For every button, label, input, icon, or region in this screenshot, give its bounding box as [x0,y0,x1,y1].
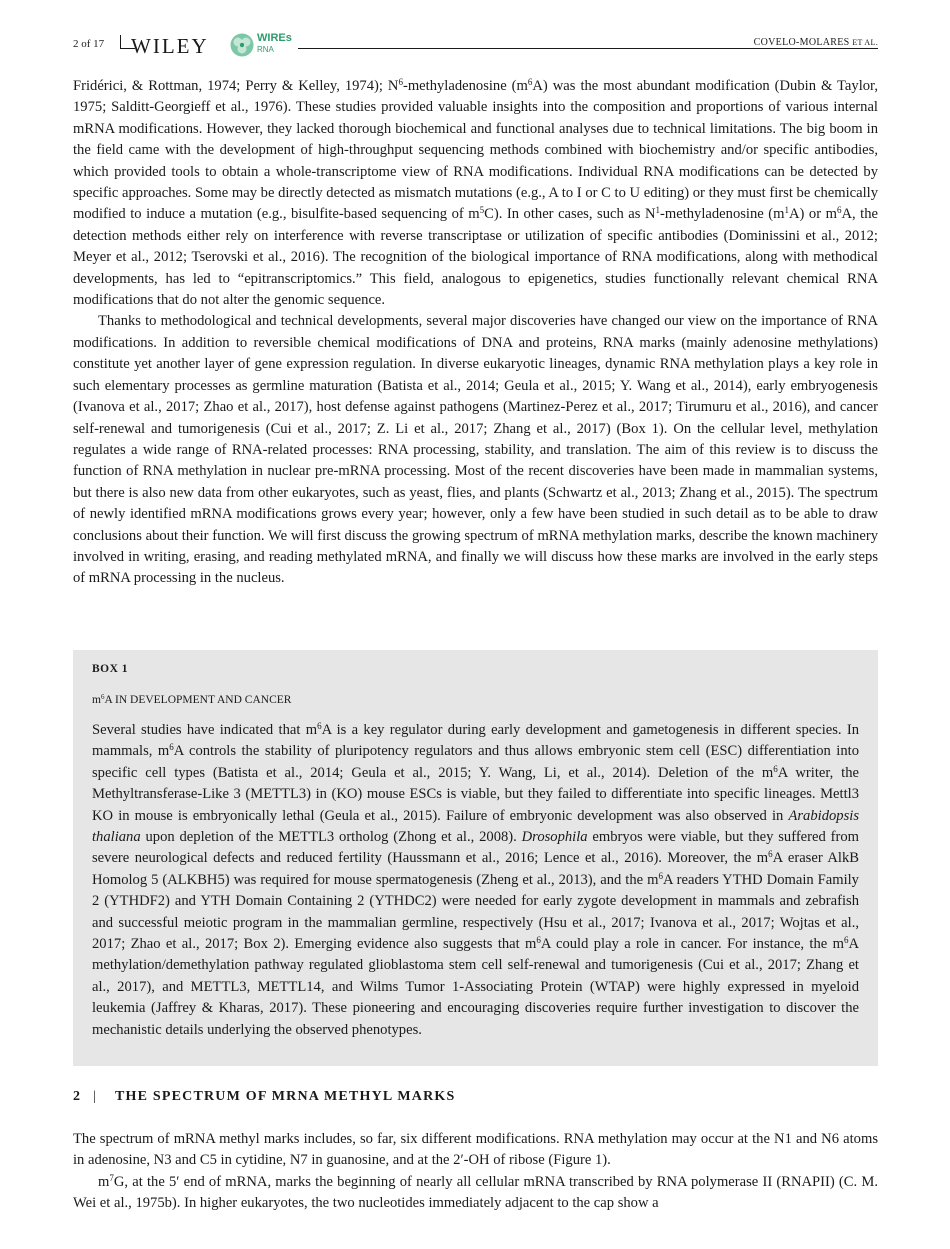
section-title: THE SPECTRUM OF MRNA METHYL MARKS [115,1089,456,1104]
box-subtitle: $m^6A$ IN DEVELOPMENT AND CANCER [92,693,292,706]
page-number: 2 of 17 [73,38,105,50]
journal-logo-bottom: RNA [257,45,274,54]
running-author: COVELO-MOLARES ET AL. [753,37,878,48]
publisher-logo: WILEY [131,34,209,58]
paragraph-4: $m^7G$, at the 5′ end of mRNA, marks the beginning of nearly all cellular mRNA transcribed by RNA polymerase II (RNAPII) (C. M. Wei et al., 1975b). In higher eukaryotes, the two nucleotides immediately adjacent to the cap show a [73,1172,878,1212]
paragraph-3: The spectrum of mRNA methyl marks includes, so far, six different modifications. RNA methylation may occur at the N1 and N6 atoms in adenosine, N3 and C5 in cytidine, N7 in guanosine, and at the 2′-OH of ribose (Figure 1). [73,1131,878,1169]
wires-logo-icon [229,33,255,57]
box-1 [73,650,878,1066]
section-separator: | [93,1089,98,1104]
box-paragraph: Several studies have indicated that $m^6A$ is a key regulator during early development and gametogenesis in different species. In mammals, $m^6A$ controls the stability of pluripotency regulators and thus allows embryonic stem cell (ESC) differentiation into specific cell types (Batista et al., 2014; Geula et al., 2015; Y. Wang, Li, et al., 2014). Deletion of the $m^6A$ writer, the Methyltransferase-Like 3 (METTL3) in (KO) mouse ESCs is viable, but they failed to differentiate into specific lineages. Mettl3 KO in mouse is embryonically lethal (Geula et al., 2015). Failure of embryonic development was also observed in Arabidopsis thaliana upon depletion of the METTL3 ortholog (Zhong et al., 2008). Drosophila embryos were viable, but they suffered from severe neurological defects and reduced fertility (Haussmann et al., 2016; Lence et al., 2016). Moreover, the $m^6A$ eraser AlkB Homolog 5 (ALKBH5) was required for mouse spermatogenesis (Zheng et al., 2013), and the $m^6A$ readers YTHD Domain Family 2 (YTHDF2) and YTH Domain Containing 2 (YTHDC2) were needed for early zygote development in mammals and zebrafish and successful meiotic program in the mammalian germline, respectively (Hsu et al., 2017; Ivanova et al., 2017; Wojtas et al., 2017; Zhao et al., 2017; Box 2). Emerging evidence also suggests that $m^6A$ could play a role in cancer. For instance, the $m^6A$ methylation/demethylation pathway regulated glioblastoma stem cell self-renewal and tumorigenesis (Cui et al., 2017; Zhang et al., 2017), and METTL3, METTL14, and Wilms Tumor 1-Associating Protein (WTAP) were highly expressed in myeloid leukemia (Jaffrey & Kharas, 2017). These pioneering and encouraging discoveries require further investigation to discover the mechanistic details underlying the observed phenotypes. [92,721,860,1038]
journal-logo-top: WIREs [257,32,292,44]
paragraph-1: Fridérici, & Rottman, 1974; Perry & Kelley, 1974); $N^6$-methyladenosine $(m^6A)$ was the most abundant modification (Dubin & Taylor, 1975; Salditt-Georgieff et al., 1976). These studies provided valuable insights into the composition and proportions of various internal mRNA modifications. However, they lacked thorough biochemical and functional analyses due to technical limitations. The big boom in the field came with the development of high-throughput sequencing methods combined with biochemistry and/or specific antibodies, which provided tools to obtain a whole-transcriptome view of RNA modifications. Individual RNA modifications can be detected by specific approaches. Some may be directly detected as mismatch mutations (e.g., A to I or C to U editing) or they must first be chemically modified to induce a mutation (e.g., bisulfite-based sequencing of $m^5C$). In other cases, such as $N^1$-methyladenosine $(m^1A)$ or $m^6A$, the detection methods either rely on interference with reverse transcriptase or utilization of specific antibodies (Dominissini et al., 2012; Meyer et al., 2012; Tserovski et al., 2016). The recognition of the biological importance of RNA modifications, along with methodical developments, has led to “epitranscriptomics.” This field, analogous to epigenetics, studies functionally relevant chemical RNA modifications that do not alter the genomic sequence. [73,77,878,309]
header-rule [298,48,878,49]
box-title: BOX 1 [92,663,129,675]
paragraph-2: Thanks to methodological and technical developments, several major discoveries have changed our view on the importance of RNA modifications. In addition to reversible chemical modifications of DNA and proteins, RNA marks (mainly adenosine methylations) constitute yet another layer of gene expression regulation. In diverse eukaryotic lineages, dynamic RNA methylation plays a key role in such elementary processes as germline maturation (Batista et al., 2014; Geula et al., 2015; Y. Wang et al., 2014), early embryogenesis (Ivanova et al., 2017; Zhao et al., 2017), host defense against pathogens (Martinez-Perez et al., 2017; Tirumuru et al., 2016), and cancer self-renewal and tumorigenesis (Cui et al., 2017; Z. Li et al., 2017; Zhang et al., 2017) (Box 1). On the cellular level, methylation regulates a wide range of RNA-related processes: RNA processing, stability, and translation. The aim of this review is to discuss the function of RNA methylation in nuclear pre-mRNA processing. Most of the recent discoveries have been made in mammalian systems, but there is also new data from other eukaryotes, such as yeast, flies, and plants (Schwartz et al., 2013; Zhang et al., 2015). The spectrum of newly identified mRNA modifications grows every year; however, only a few have been studied in such detail as to be able to draw conclusions about their function. We will first discuss the growing spectrum of mRNA methylation marks, describe the known machinery involved in writing, erasing, and reading methylated mRNA, and finally we will discuss how these marks are involved in the early steps of mRNA processing in the nucleus. [73,313,878,587]
section-heading [73,1089,878,1105]
page-header [73,30,878,60]
header-divider [120,35,121,49]
section-number: 2 [73,1089,82,1104]
box-content [92,720,859,1041]
section-text [73,1129,878,1215]
intro-text [73,76,878,590]
